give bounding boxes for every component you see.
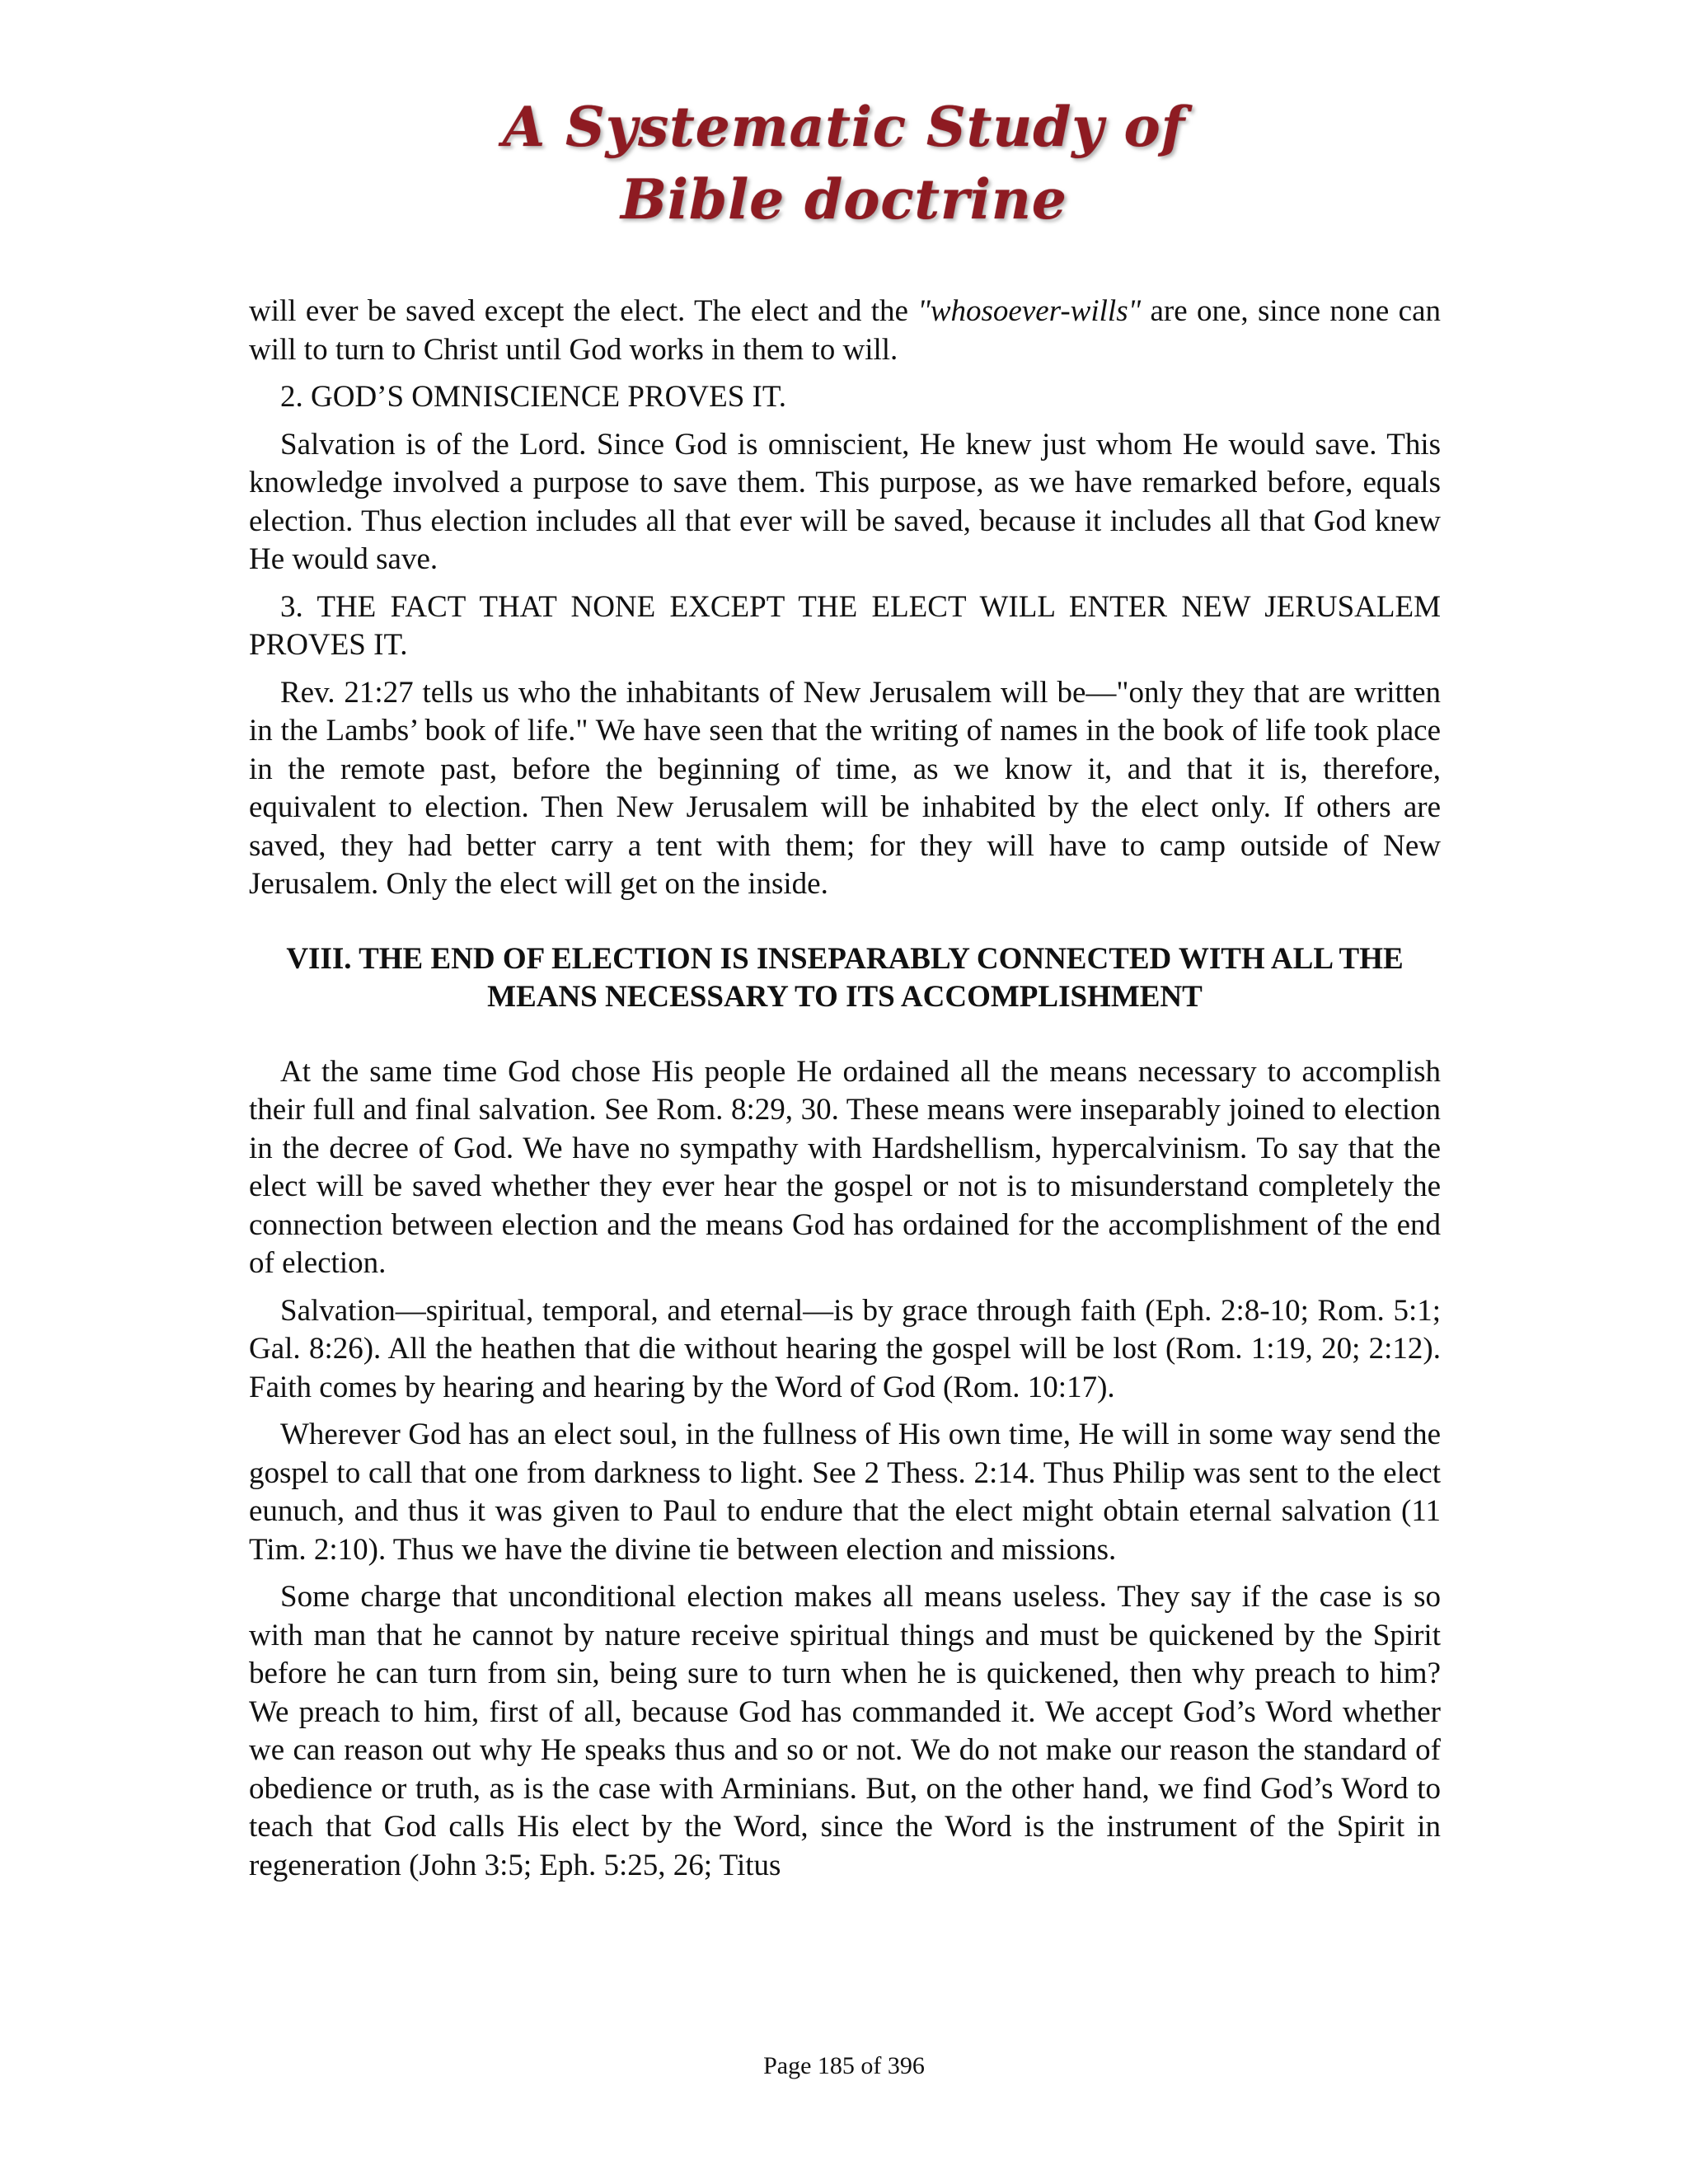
paragraph-7: Salvation—spiritual, temporal, and eternal—is by grace through faith (Eph. 2:8-10; Rom. 5:1; Gal. 8:26). All the heathen that die without hearing the gospel will be lost (Rom. 1:19, 20; 2:12). Faith comes by hearing and hearing by the Word of God (Rom. 10:17). (249, 1293, 1441, 1404)
header-banner (0, 91, 1688, 236)
section-heading: VIII. THE END OF ELECTION IS INSEPARABLY CONNECTED WITH ALL THE MEANS NECESSARY TO ITS ACCOMPLISHMENT (286, 941, 1404, 1014)
paragraph-1-text-a: will ever be saved except the elect. The elect and the (249, 294, 918, 328)
page-body (249, 293, 1441, 1894)
banner-title-line-1: A Systematic Study of (502, 95, 1186, 159)
paragraph-3: Salvation is of the Lord. Since God is omniscient, He knew just whom He would save. This knowledge involved a purpose to save them. This purpose, as we have remarked before, equals election. Thus election includes all that ever will be saved, because it includes all that God knew He would save. (249, 427, 1441, 576)
paragraph-9: Some charge that unconditional election makes all means useless. They say if the case is so with man that he cannot by nature receive spiritual things and must be quickened by the Spirit before he can turn from sin, being sure to turn when he is quickened, then why preach to him? We preach to him, first of all, because God has commanded it. We accept God’s Word whether we can reason out why He speaks thus and so or not. We do not make our reason the standard of obedience or truth, as is the case with Arminians. But, on the other hand, we find God’s Word to teach that God calls His elect by the Word, since the Word is the instrument of the Spirit in regeneration (John 3:5; Eph. 5:25, 26; Titus (249, 1580, 1441, 1882)
paragraph-1 (249, 293, 1441, 369)
paragraph-5: Rev. 21:27 tells us who the inhabitants of New Jerusalem will be—"only they that are written in the Lambs’ book of life." We have seen that the writing of names in the book of life took place in the remote past, before the beginning of time, as we know it, and that it is, therefore, equivalent to election. Then New Jerusalem will be inhabited by the elect only. If others are saved, they had better carry a tent with them; for they will have to camp outside of New Jerusalem. Only the elect will get on the inside. (249, 675, 1441, 901)
paragraph-6: At the same time God chose His people He ordained all the means necessary to accomplish their full and final salvation. See Rom. 8:29, 30. These means were inseparably joined to election in the decree of God. We have no sympathy with Hardshellism, hypercalvinism. To say that the elect will be saved whether they ever hear the gospel or not is to misunderstand completely the connection between election and the means God has ordained for the accomplishment of the end of election. (249, 1054, 1441, 1280)
page-number: Page 185 of 396 (763, 2052, 925, 2079)
point-3-heading: 3. THE FACT THAT NONE EXCEPT THE ELECT WILL ENTER NEW JERUSALEM PROVES IT. (249, 589, 1441, 662)
point-2-heading: 2. GOD’S OMNISCIENCE PROVES IT. (280, 380, 786, 414)
paragraph-8: Wherever God has an elect soul, in the fullness of His own time, He will in some way send the gospel to call that one from darkness to light. See 2 Thess. 2:14. Thus Philip was sent to the elect eunuch, and thus it was given to Paul to endure that the elect might obtain eternal salvation (11 Tim. 2:10). Thus we have the divine tie between election and missions. (249, 1418, 1441, 1567)
paragraph-1-emphasis: "whosoever-wills" (917, 294, 1142, 328)
paragraph-1-text-b: are one, since none can will to turn to Christ until God works in them to will. (249, 294, 1441, 367)
banner-title-line-2: Bible doctrine (621, 167, 1067, 232)
